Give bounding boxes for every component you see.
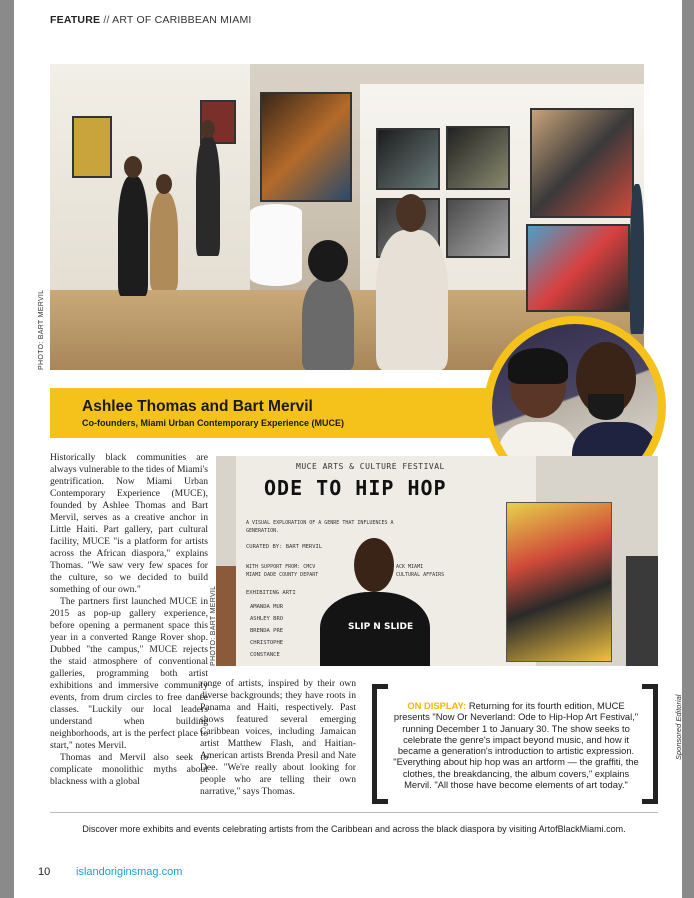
poster-title: ODE TO HIP HOP xyxy=(264,476,447,500)
exhibit-photo-credit: PHOTO: BART MERVIL xyxy=(210,585,217,666)
sidebar-lead: ON DISPLAY: xyxy=(407,700,467,711)
article-column-2 xyxy=(200,678,356,798)
visitor-head xyxy=(201,120,215,138)
woman-figure xyxy=(302,278,354,370)
man-head xyxy=(396,194,426,232)
sidebar-body: Returning for its fourth edition, MUCE presents "Now Or Neverland: Ode to Hip-Hop Art Festival," running December 1 to January 30. The show seeks to celebrate the genre's impact beyond music, and how it became a generation's introduction to artistic expression. "Everything about hip hop was an artform — the graffiti, the clothes, the breakdancing, the album covers," explains Mervil. "All those have become elements of art today." xyxy=(393,700,639,791)
poster-line: MIAMI DADE COUNTY DEPART xyxy=(246,572,319,578)
section-header xyxy=(50,14,252,26)
poster-line: CHRISTOPHE xyxy=(250,640,284,646)
founders-role: Co-founders, Miami Urban Contemporary Experience (MUCE) xyxy=(82,418,345,428)
visitor-head xyxy=(124,156,142,178)
poster-line: CURATED BY: BART MERVIL xyxy=(246,544,323,550)
poster-line: AMANDA MUR xyxy=(250,604,284,610)
hero-photo-credit: PHOTO: BART MERVIL xyxy=(38,289,45,370)
white-pedestal xyxy=(250,204,302,286)
poster-line: GENERATION. xyxy=(246,528,280,534)
poster-line: ASHLEY BRO xyxy=(250,616,284,622)
footer-divider xyxy=(50,812,658,813)
article-paragraph: range of artists, inspired by their own diverse backgrounds; they have roots in Panama and Haiti, respectively. Past shows featured several emerging Caribbean voices, including Jamaican artist Matthew Flash, and Haitian-American artists Brenda Presil and Nate Dee. "We're really about looking for people who are telling their own narrative," says Thomas. xyxy=(200,678,356,797)
visitor-figure xyxy=(150,192,178,290)
poster-line: BRENDA PRE xyxy=(250,628,284,634)
poster-line: WITH SUPPORT FROM: CMCV xyxy=(246,564,316,570)
woman-hair xyxy=(508,348,568,384)
footer-note: Discover more exhibits and events celebrating artists from the Caribbean and across the black diaspora by visiting ArtofBlackMiami.com. xyxy=(82,824,626,834)
woman-head xyxy=(308,240,348,282)
poster-line: EXHIBITING ARTI xyxy=(246,590,296,596)
right-bracket xyxy=(642,684,658,804)
sidebar-text xyxy=(392,700,640,790)
painting xyxy=(72,116,112,178)
visitor-figure xyxy=(626,556,658,666)
poster-line: A VISUAL EXPLORATION OF A GENRE THAT INFLUENCES A xyxy=(246,520,394,526)
page-number: 10 xyxy=(38,866,51,878)
article-paragraph: Historically black communities are always vulnerable to the tides of Miami's gentrification. Now Miami Urban Contemporary Experience (MUCE), founded by Ashlee Thomas and Bart Mervil, serves as a creative anchor in Little Haiti. Part gallery, part cultural facility, MUCE "is a platform for artists across the African diaspora," explains Thomas. "We saw very few spaces for the culture, so we decided to build something of our own." xyxy=(50,452,208,595)
article-column-1 xyxy=(50,452,208,788)
section-label: FEATURE xyxy=(50,14,101,26)
on-display-sidebar xyxy=(372,684,658,806)
sponsored-label: Sponsored Editorial xyxy=(674,694,683,760)
graffiti-artwork xyxy=(506,502,612,662)
poster-line-right: CULTURAL AFFAIRS xyxy=(396,572,445,578)
founders-names: Ashlee Thomas and Bart Mervil xyxy=(82,398,313,415)
visitor-figure xyxy=(196,136,220,256)
painting xyxy=(446,198,510,258)
poster-line-right: ACK MIAMI xyxy=(396,564,424,570)
painting xyxy=(446,126,510,190)
article-paragraph: The partners first launched MUCE in 2015 as pop-up gallery experience, before opening a permanent space this year in a converted Range Rover shop. Dubbed "the campus," MUCE rejects the staid atmosphere of conventional galleries, programming both artist exhibitions and immersive community events, from drum circles to free dance classes. "Luckily our local leaders understand when building neighborhoods, art is the perfect place to start," notes Mervil. xyxy=(50,596,208,751)
painting xyxy=(526,224,630,312)
visitor-figure xyxy=(118,176,148,296)
painting xyxy=(376,128,440,190)
man-beard xyxy=(588,394,624,420)
site-link[interactable]: islandoriginsmag.com xyxy=(76,866,183,878)
painting xyxy=(530,108,634,218)
poster-heading: MUCE ARTS & CULTURE FESTIVAL xyxy=(296,462,445,471)
exhibit-backdrop-left xyxy=(216,566,238,666)
man-head xyxy=(354,538,394,592)
article-paragraph: Thomas and Mervil also seek to complicate monolithic myths about blackness with a global xyxy=(50,752,208,787)
painting xyxy=(260,92,352,202)
magazine-page xyxy=(14,0,682,898)
shirt-logo: SLIP N SLIDE xyxy=(348,622,414,632)
left-bracket xyxy=(372,684,388,804)
man-figure xyxy=(376,230,448,370)
poster-line: CONSTANCE xyxy=(250,652,280,658)
section-separator: // xyxy=(103,14,110,26)
exhibit-photo xyxy=(216,456,658,666)
visitor-head xyxy=(156,174,172,194)
section-topic: ART OF CARIBBEAN MIAMI xyxy=(112,14,252,26)
visitor-figure xyxy=(630,184,644,334)
